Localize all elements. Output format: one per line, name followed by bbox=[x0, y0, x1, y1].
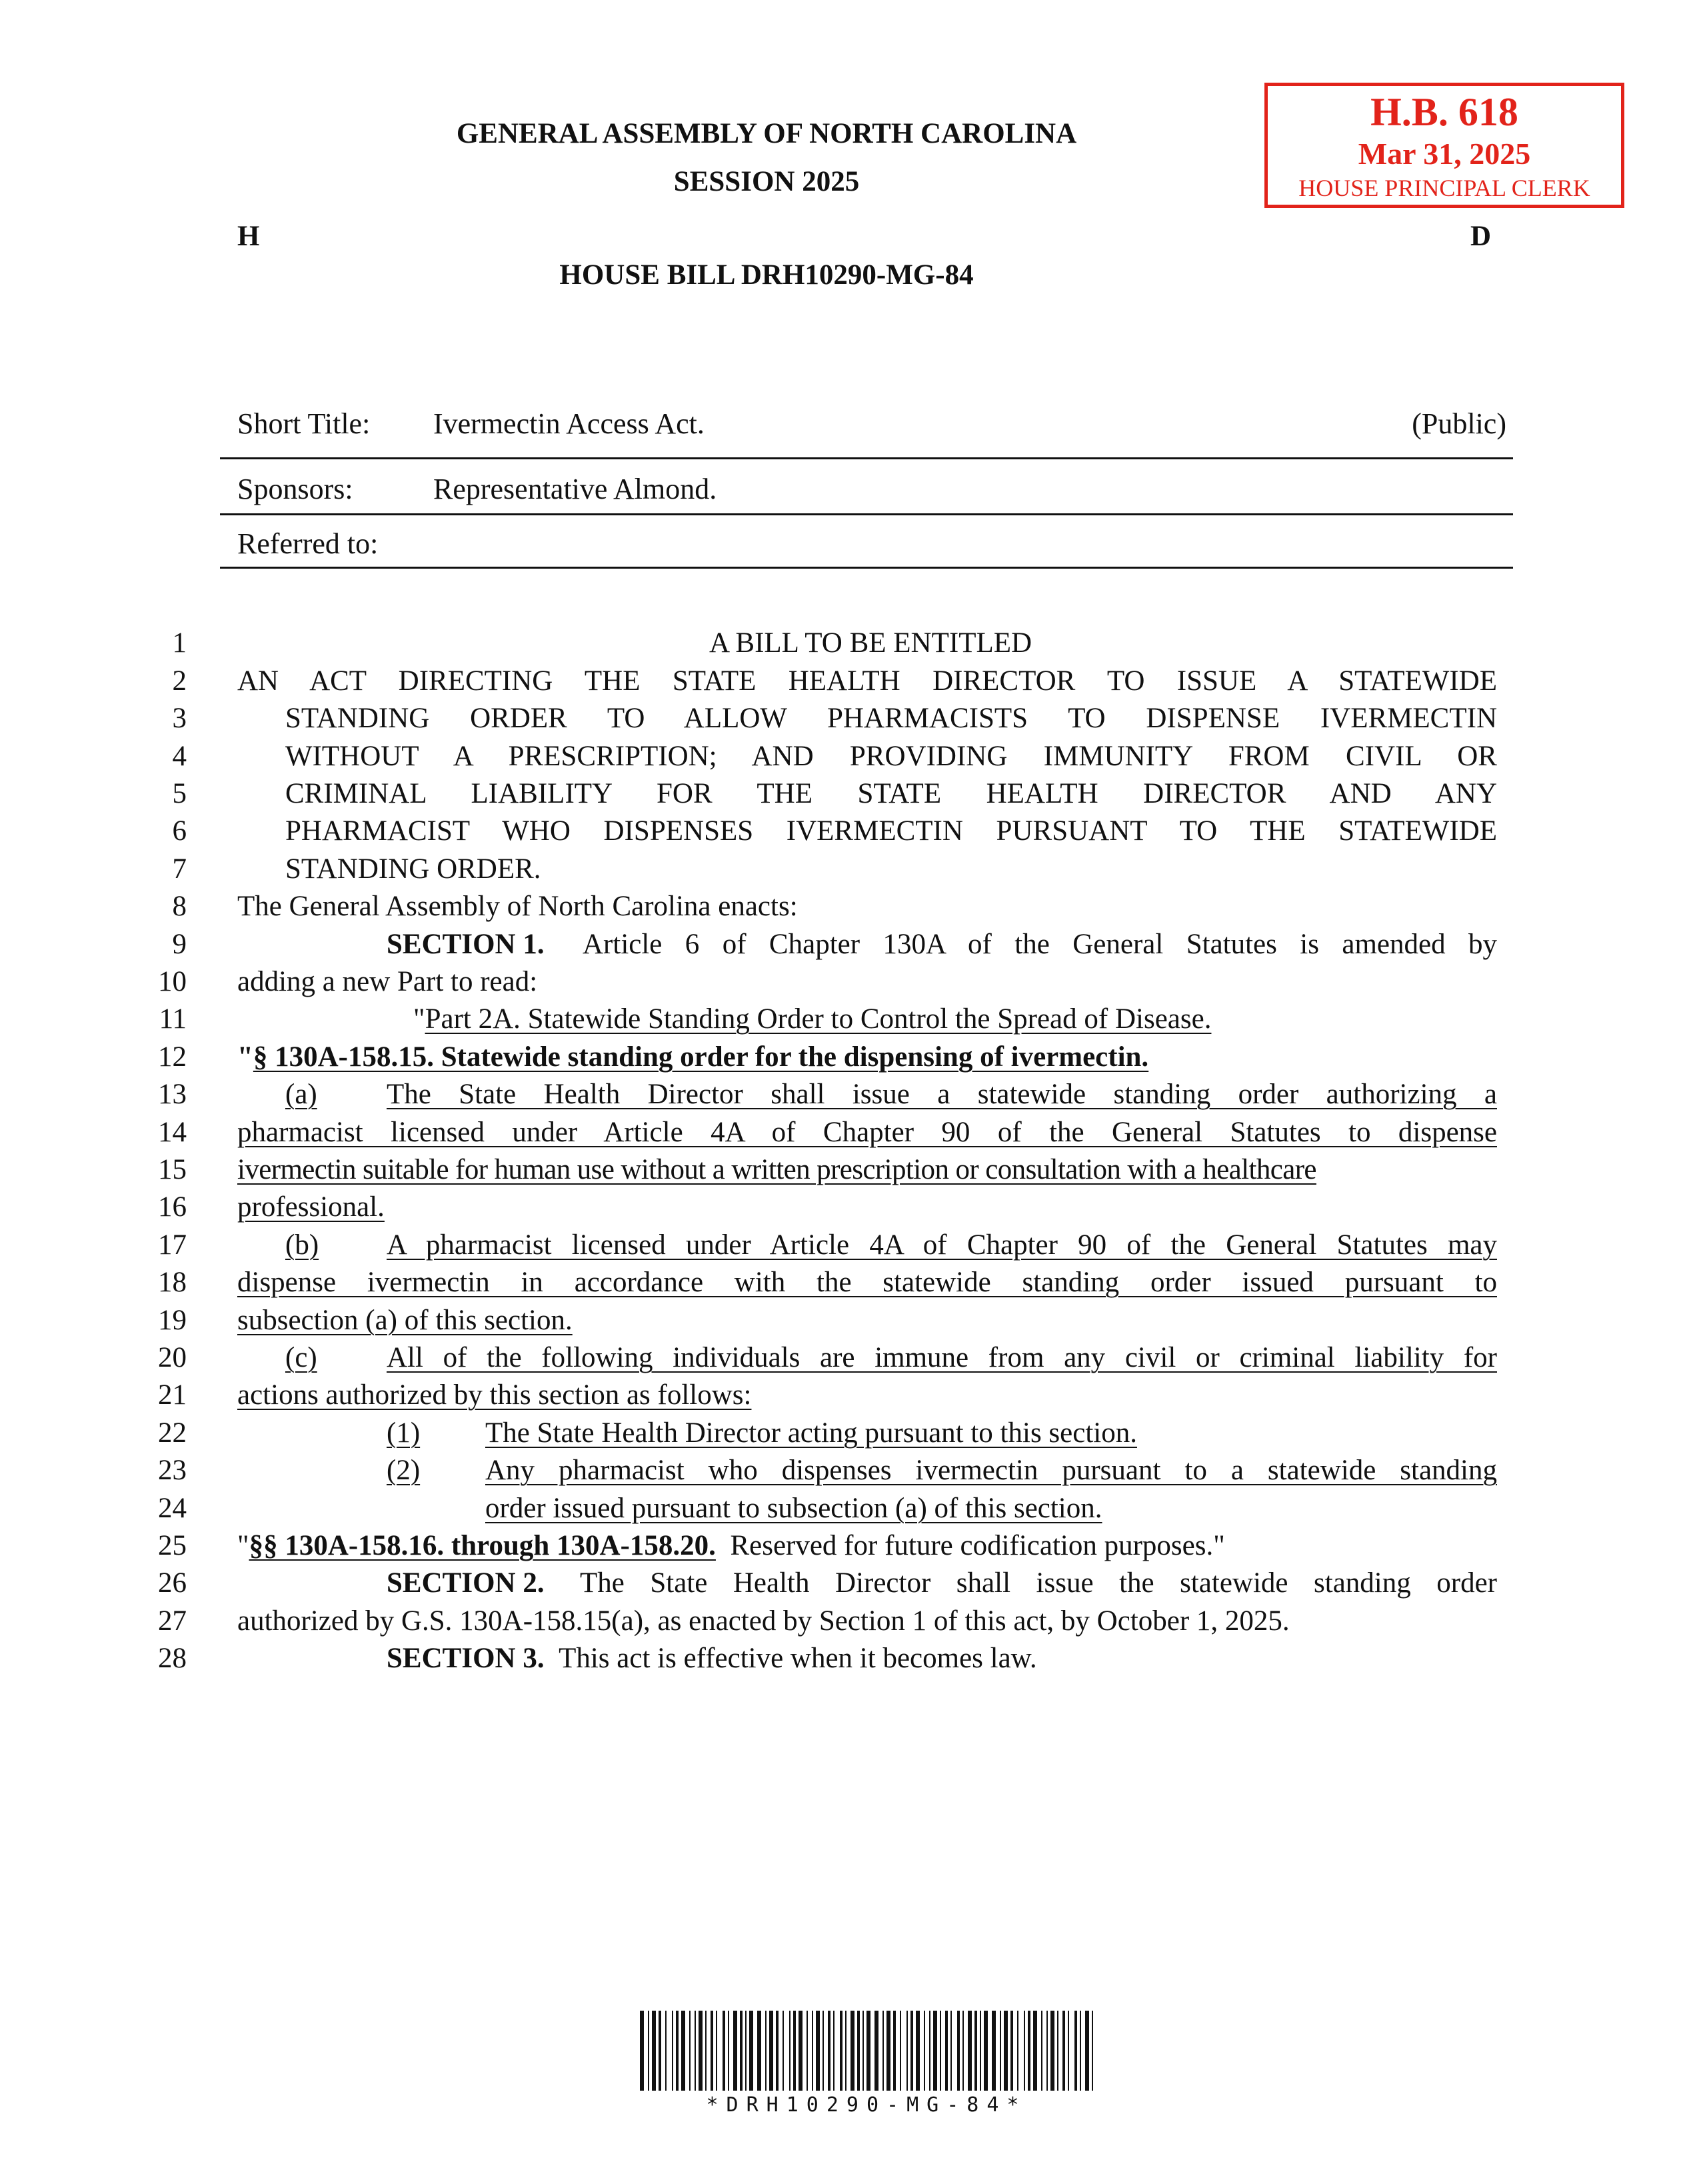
barcode-bar bbox=[1080, 2011, 1081, 2091]
barcode-bar bbox=[874, 2011, 878, 2091]
barcode-bar bbox=[659, 2011, 661, 2091]
stamp-date: Mar 31, 2025 bbox=[1358, 137, 1531, 171]
sponsors-label: Sponsors: bbox=[237, 473, 353, 505]
divider bbox=[220, 513, 1513, 515]
barcode-bar bbox=[640, 2011, 644, 2091]
statute-heading-text: § 130A-158.15. Statewide standing order for the dispensing of ivermectin. bbox=[253, 1041, 1149, 1073]
line-number: 14 bbox=[158, 1117, 187, 1148]
section-label bbox=[387, 928, 545, 961]
draft-mark: D bbox=[1470, 221, 1492, 252]
reserved-text: Reserved for future codification purposes." bbox=[730, 1530, 1225, 1561]
statute-text: All of the following individuals are immune from any civil or criminal liability for bbox=[387, 1342, 1497, 1373]
barcode-bar bbox=[886, 2011, 890, 2091]
barcode-bar bbox=[665, 2011, 667, 2091]
bill-heading: A BILL TO BE ENTITLED bbox=[709, 627, 1032, 659]
barcode-bar bbox=[828, 2011, 831, 2091]
subsection-mark: (a) bbox=[285, 1079, 317, 1110]
title-line: STANDING ORDER. bbox=[285, 853, 541, 885]
reserved-line bbox=[237, 1529, 1225, 1562]
barcode-bar bbox=[652, 2011, 656, 2091]
stamp-clerk: HOUSE PRINCIPAL CLERK bbox=[1298, 175, 1590, 201]
barcode-image bbox=[640, 2011, 1093, 2091]
line-number: 6 bbox=[172, 815, 187, 847]
barcode-bar bbox=[799, 2011, 803, 2091]
barcode-bar bbox=[1092, 2011, 1093, 2091]
line-number: 25 bbox=[158, 1530, 187, 1561]
line-number: 17 bbox=[158, 1229, 187, 1261]
barcode-bar bbox=[940, 2011, 941, 2091]
line-number: 7 bbox=[172, 853, 187, 885]
line-number: 23 bbox=[158, 1455, 187, 1486]
line-number: 4 bbox=[172, 741, 187, 772]
barcode-bar bbox=[850, 2011, 854, 2091]
quote-mark: " bbox=[413, 1003, 425, 1035]
barcode-bar bbox=[929, 2011, 930, 2091]
barcode-bar bbox=[950, 2011, 952, 2091]
barcode-bar bbox=[1074, 2011, 1077, 2091]
section-3-line bbox=[387, 1642, 1037, 1675]
barcode-bar bbox=[728, 2011, 729, 2091]
assembly-title: GENERAL ASSEMBLY OF NORTH CAROLINA bbox=[456, 118, 1077, 149]
divider bbox=[220, 567, 1513, 569]
barcode-bar bbox=[823, 2011, 824, 2091]
title-line: PHARMACIST WHO DISPENSES IVERMECTIN PURSUANT TO THE STATEWIDE bbox=[285, 815, 1497, 847]
public-label: (Public) bbox=[1412, 407, 1506, 440]
barcode-bar bbox=[900, 2011, 901, 2091]
title-line: CRIMINAL LIABILITY FOR THE STATE HEALTH DIRECTOR AND ANY bbox=[285, 778, 1497, 809]
barcode-bar bbox=[699, 2011, 703, 2091]
barcode-bar bbox=[1000, 2011, 1001, 2091]
barcode-bar bbox=[723, 2011, 725, 2091]
section-text: This act is effective when it becomes law. bbox=[559, 1643, 1037, 1674]
subsection-mark: (c) bbox=[285, 1342, 317, 1373]
statute-text: dispense ivermectin in accordance with the statewide standing order issued pursuant to bbox=[237, 1267, 1497, 1298]
statute-text: pharmacist licensed under Article 4A of Chapter 90 of the General Statutes to dispense bbox=[237, 1117, 1497, 1148]
barcode-bar bbox=[957, 2011, 960, 2091]
line-number: 20 bbox=[158, 1342, 187, 1373]
reserved-heading: §§ 130A-158.16. through 130A-158.20. bbox=[249, 1530, 716, 1561]
part-heading bbox=[413, 1003, 1211, 1035]
stamp-bill-number: H.B. 618 bbox=[1370, 90, 1518, 134]
line-number: 19 bbox=[158, 1305, 187, 1336]
barcode-bar bbox=[910, 2011, 913, 2091]
barcode-caption: *DRH10290-MG-84* bbox=[706, 2093, 1027, 2117]
barcode-bar bbox=[812, 2011, 813, 2091]
barcode-bar bbox=[1050, 2011, 1054, 2091]
barcode-bar bbox=[924, 2011, 925, 2091]
barcode-bar bbox=[945, 2011, 948, 2091]
barcode-bar bbox=[893, 2011, 896, 2091]
barcode-bar bbox=[733, 2011, 737, 2091]
title-line: AN ACT DIRECTING THE STATE HEALTH DIRECTOR TO ISSUE A STATEWIDE bbox=[237, 665, 1497, 697]
barcode-bar bbox=[1010, 2011, 1013, 2091]
barcode-bar bbox=[1004, 2011, 1008, 2091]
quote-mark: " bbox=[237, 1041, 253, 1073]
barcode-bar bbox=[833, 2011, 835, 2091]
barcode-bar bbox=[1068, 2011, 1069, 2091]
barcode-bar bbox=[757, 2011, 761, 2091]
line-number: 5 bbox=[172, 778, 187, 809]
item-mark: (1) bbox=[387, 1417, 421, 1449]
barcode-bar bbox=[716, 2011, 717, 2091]
sponsors-value: Representative Almond. bbox=[433, 473, 717, 505]
barcode-bar bbox=[980, 2011, 981, 2091]
session-title: SESSION 2025 bbox=[673, 166, 860, 197]
barcode-bar bbox=[1041, 2011, 1042, 2091]
quote-mark: " bbox=[237, 1530, 249, 1561]
barcode-bar bbox=[916, 2011, 920, 2091]
section-label bbox=[387, 1567, 545, 1599]
section-2-label: SECTION 2. bbox=[387, 1567, 545, 1599]
barcode-bar bbox=[1028, 2011, 1030, 2091]
section-3-label: SECTION 3. bbox=[387, 1643, 545, 1674]
line-number: 13 bbox=[158, 1079, 187, 1110]
barcode-bar bbox=[783, 2011, 784, 2091]
section-text: authorized by G.S. 130A-158.15(a), as enacted by Section 1 of this act, by October 1, 2025. bbox=[237, 1605, 1290, 1637]
line-number: 22 bbox=[158, 1417, 187, 1449]
enacting-clause: The General Assembly of North Carolina enacts: bbox=[237, 891, 798, 922]
barcode-bar bbox=[866, 2011, 870, 2091]
line-number: 15 bbox=[158, 1154, 187, 1185]
statute-text: order issued pursuant to subsection (a) of this section. bbox=[485, 1493, 1102, 1524]
barcode-bar bbox=[676, 2011, 679, 2091]
barcode-bar bbox=[816, 2011, 820, 2091]
barcode-bar bbox=[765, 2011, 767, 2091]
title-line: STANDING ORDER TO ALLOW PHARMACISTS TO DISPENSE IVERMECTIN bbox=[285, 703, 1497, 734]
barcode-bar bbox=[984, 2011, 988, 2091]
barcode-bar bbox=[1046, 2011, 1048, 2091]
statute-text: actions authorized by this section as follows: bbox=[237, 1379, 752, 1411]
line-number: 12 bbox=[158, 1041, 187, 1073]
section-text: adding a new Part to read: bbox=[237, 966, 538, 997]
barcode-bar bbox=[1062, 2011, 1065, 2091]
barcode-bar bbox=[1033, 2011, 1037, 2091]
barcode-bar bbox=[962, 2011, 964, 2091]
line-number: 9 bbox=[172, 929, 187, 960]
barcode-bar bbox=[882, 2011, 884, 2091]
barcode-bar bbox=[840, 2011, 843, 2091]
barcode-bar bbox=[745, 2011, 747, 2091]
barcode-bar bbox=[695, 2011, 696, 2091]
line-number: 18 bbox=[158, 1267, 187, 1298]
part-heading-text: Part 2A. Statewide Standing Order to Control the Spread of Disease. bbox=[425, 1003, 1212, 1035]
statute-text: A pharmacist licensed under Article 4A of Chapter 90 of the General Statutes may bbox=[387, 1229, 1497, 1261]
barcode-bar bbox=[793, 2011, 796, 2091]
line-number: 1 bbox=[172, 627, 187, 659]
line-number: 11 bbox=[159, 1003, 187, 1035]
item-mark: (2) bbox=[387, 1455, 421, 1486]
barcode-bar bbox=[1057, 2011, 1058, 2091]
barcode-bar bbox=[769, 2011, 773, 2091]
barcode-bar bbox=[933, 2011, 937, 2091]
barcode-bar bbox=[672, 2011, 673, 2091]
barcode-bar bbox=[906, 2011, 908, 2091]
statute-text: professional. bbox=[237, 1191, 385, 1223]
subsection-mark: (b) bbox=[285, 1229, 319, 1261]
barcode-bar bbox=[992, 2011, 996, 2091]
referred-label: Referred to: bbox=[237, 527, 379, 560]
line-number: 16 bbox=[158, 1191, 187, 1223]
section-1-label: SECTION 1. bbox=[387, 929, 545, 960]
line-number: 10 bbox=[158, 966, 187, 997]
barcode-bar bbox=[740, 2011, 743, 2091]
barcode-bar bbox=[789, 2011, 791, 2091]
barcode-bar bbox=[1085, 2011, 1089, 2091]
statute-text: The State Health Director acting pursuant to this section. bbox=[485, 1417, 1137, 1449]
line-number: 26 bbox=[158, 1567, 187, 1599]
section-text: The State Health Director shall issue the statewide standing order bbox=[580, 1567, 1497, 1599]
section-text: Article 6 of Chapter 130A of the General Statutes is amended by bbox=[583, 929, 1497, 960]
barcode-bar bbox=[689, 2011, 691, 2091]
barcode-bar bbox=[807, 2011, 808, 2091]
bill-id: HOUSE BILL DRH10290-MG-84 bbox=[559, 259, 974, 291]
statute-heading bbox=[237, 1041, 1148, 1073]
line-number: 2 bbox=[172, 665, 187, 697]
line-number: 27 bbox=[158, 1605, 187, 1637]
barcode-bar bbox=[705, 2011, 707, 2091]
short-title-label: Short Title: bbox=[237, 407, 371, 440]
barcode-bar bbox=[776, 2011, 779, 2091]
chamber-mark: H bbox=[237, 221, 260, 252]
barcode-bar bbox=[1024, 2011, 1025, 2091]
statute-text: Any pharmacist who dispenses ivermectin pursuant to a statewide standing bbox=[485, 1455, 1497, 1486]
short-title-value: Ivermectin Access Act. bbox=[433, 407, 705, 440]
barcode-bar bbox=[845, 2011, 846, 2091]
line-number: 8 bbox=[172, 891, 187, 922]
barcode-bar bbox=[862, 2011, 864, 2091]
statute-text: subsection (a) of this section. bbox=[237, 1305, 573, 1336]
line-number: 28 bbox=[158, 1643, 187, 1674]
barcode-bar bbox=[974, 2011, 977, 2091]
divider bbox=[220, 457, 1513, 459]
barcode-bar bbox=[857, 2011, 860, 2091]
barcode-bar bbox=[1017, 2011, 1018, 2091]
line-number: 21 bbox=[158, 1379, 187, 1411]
barcode-bar bbox=[681, 2011, 685, 2091]
line-number: 3 bbox=[172, 703, 187, 734]
title-line: WITHOUT A PRESCRIPTION; AND PROVIDING IMMUNITY FROM CIVIL OR bbox=[285, 741, 1497, 772]
statute-text: ivermectin suitable for human use without a written prescription or consultation with a healthcare bbox=[237, 1154, 1316, 1185]
line-number: 24 bbox=[158, 1493, 187, 1524]
barcode-bar bbox=[968, 2011, 972, 2091]
barcode-bar bbox=[749, 2011, 753, 2091]
statute-text: The State Health Director shall issue a statewide standing order authorizing a bbox=[387, 1079, 1497, 1110]
barcode-bar bbox=[711, 2011, 713, 2091]
barcode-bar bbox=[648, 2011, 649, 2091]
